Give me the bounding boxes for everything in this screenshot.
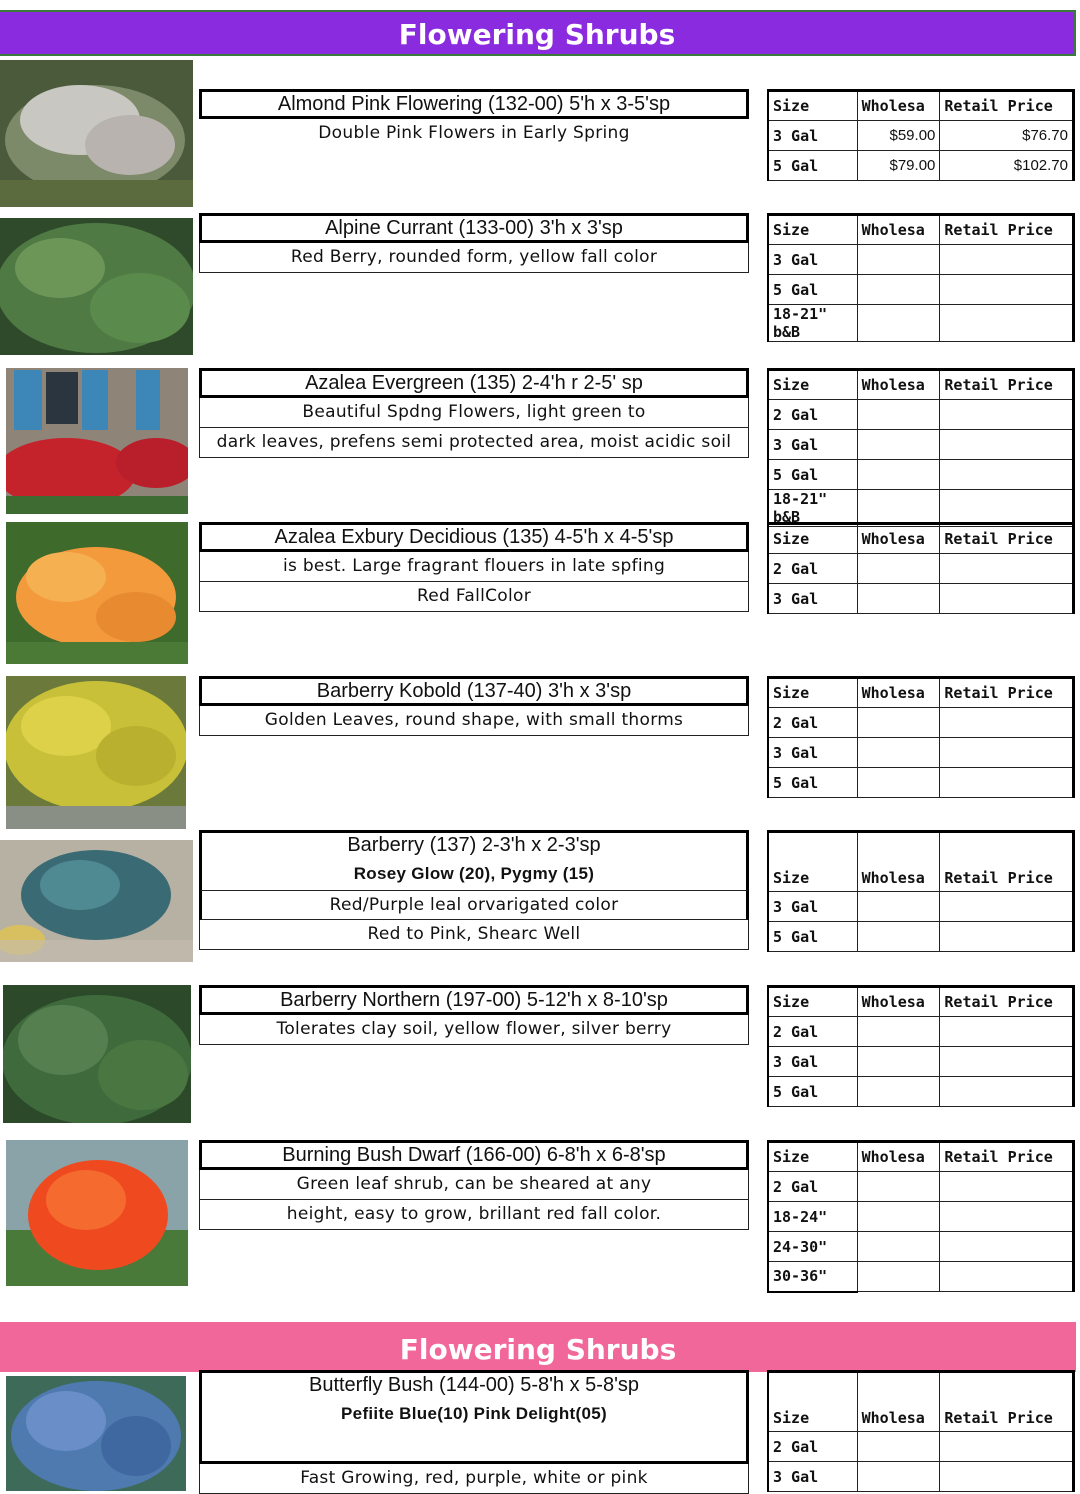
- wholesale-cell: [857, 1432, 940, 1462]
- retail-cell: [940, 430, 1074, 460]
- wholesale-cell: [857, 400, 940, 430]
- item-description-line: Fast Growing, red, purple, white or pink: [199, 1464, 749, 1494]
- wholesale-cell: [857, 892, 940, 922]
- size-cell: 3 Gal: [768, 245, 857, 275]
- size-cell: 3 Gal: [768, 121, 857, 151]
- wholesale-cell: [857, 768, 940, 798]
- size-header: Size: [768, 1372, 857, 1432]
- retail-cell: [940, 892, 1074, 922]
- item-description-box: [199, 830, 749, 950]
- wholesale-cell: [857, 1017, 940, 1047]
- price-table: [767, 368, 1075, 527]
- wholesale-cell: [857, 490, 940, 527]
- wholesale-cell: [857, 1047, 940, 1077]
- barberry-kobold-photo: [6, 676, 186, 829]
- item-description-line: Golden Leaves, round shape, with small thorms: [199, 706, 749, 736]
- item-description-box: [199, 522, 749, 612]
- size-cell: 5 Gal: [768, 1077, 857, 1107]
- price-table: [767, 89, 1075, 181]
- wholesale-cell: [857, 708, 940, 738]
- item-description-box: [199, 89, 749, 149]
- retail-cell: [940, 1017, 1074, 1047]
- retail-cell: [940, 1462, 1074, 1492]
- retail-cell: [940, 1202, 1074, 1232]
- item-subtitle: Pefiite Blue(10) Pink Delight(05): [199, 1400, 749, 1430]
- item-description-line: Beautiful Spdng Flowers, light green to: [199, 398, 749, 428]
- size-cell: 2 Gal: [768, 1017, 857, 1047]
- wholesale-header: Wholesa: [857, 370, 940, 400]
- price-table: [767, 213, 1075, 342]
- item-title: Almond Pink Flowering (132-00) 5'h x 3-5'sp: [199, 89, 749, 119]
- retail-cell: [940, 708, 1074, 738]
- retail-header: Retail Price: [940, 524, 1074, 554]
- wholesale-header: Wholesa: [857, 524, 940, 554]
- item-description-line: Red Berry, rounded form, yellow fall color: [199, 243, 749, 273]
- wholesale-header: Wholesa: [857, 1142, 940, 1172]
- size-cell: 5 Gal: [768, 460, 857, 490]
- item-description-line: dark leaves, prefens semi protected area, moist acidic soil: [199, 428, 749, 458]
- retail-cell: [940, 275, 1074, 305]
- wholesale-cell: [857, 554, 940, 584]
- wholesale-cell: $59.00: [857, 121, 940, 151]
- size-cell: 5 Gal: [768, 768, 857, 798]
- item-description-box: [199, 213, 749, 273]
- size-header: Size: [768, 215, 857, 245]
- size-header: Size: [768, 1142, 857, 1172]
- size-header: Size: [768, 524, 857, 554]
- wholesale-cell: [857, 1202, 940, 1232]
- item-title: Burning Bush Dwarf (166-00) 6-8'h x 6-8'sp: [199, 1140, 749, 1170]
- wholesale-cell: [857, 1462, 940, 1492]
- retail-cell: $76.70: [940, 121, 1074, 151]
- retail-cell: [940, 554, 1074, 584]
- retail-cell: [940, 922, 1074, 952]
- item-description-box: [199, 368, 749, 458]
- retail-cell: [940, 245, 1074, 275]
- burning-bush-photo: [6, 1140, 188, 1286]
- item-description-box: [199, 985, 749, 1045]
- retail-cell: [940, 1172, 1074, 1202]
- barberry-northern-photo: [3, 985, 191, 1123]
- retail-header: Retail Price: [940, 987, 1074, 1017]
- item-title: Alpine Currant (133-00) 3'h x 3'sp: [199, 213, 749, 243]
- item-title: Barberry Northern (197-00) 5-12'h x 8-10'sp: [199, 985, 749, 1015]
- item-title: Azalea Exbury Decidious (135) 4-5'h x 4-5'sp: [199, 522, 749, 552]
- wholesale-header: Wholesa: [857, 678, 940, 708]
- size-cell: 5 Gal: [768, 275, 857, 305]
- wholesale-cell: $79.00: [857, 151, 940, 181]
- wholesale-cell: [857, 460, 940, 490]
- retail-cell: $102.70: [940, 151, 1074, 181]
- retail-cell: [940, 400, 1074, 430]
- retail-cell: [940, 490, 1074, 527]
- item-description-line: Green leaf shrub, can be sheared at any: [199, 1170, 749, 1200]
- item-description-box: [199, 1370, 749, 1494]
- item-title: Butterfly Bush (144-00) 5-8'h x 5-8'sp: [199, 1370, 749, 1400]
- retail-cell: [940, 1077, 1074, 1107]
- size-cell: 18-21" b&B: [768, 490, 857, 527]
- item-description-box: [199, 676, 749, 736]
- almond-pink-photo: [0, 60, 193, 207]
- wholesale-cell: [857, 738, 940, 768]
- retail-header: Retail Price: [940, 678, 1074, 708]
- item-subtitle: Rosey Glow (20), Pygmy (15): [199, 860, 749, 890]
- price-table: [767, 522, 1075, 614]
- size-cell: 2 Gal: [768, 400, 857, 430]
- section-banner-bottom: Flowering Shrubs: [0, 1322, 1076, 1372]
- retail-header: Retail Price: [940, 832, 1074, 892]
- size-header: Size: [768, 987, 857, 1017]
- retail-cell: [940, 584, 1074, 614]
- wholesale-header: Wholesa: [857, 832, 940, 892]
- retail-cell: [940, 1432, 1074, 1462]
- retail-cell: [940, 305, 1074, 342]
- price-table: [767, 1370, 1075, 1492]
- size-header: Size: [768, 370, 857, 400]
- size-cell: 18-24": [768, 1202, 857, 1232]
- wholesale-header: Wholesa: [857, 91, 940, 121]
- size-cell: 30-36": [768, 1262, 857, 1292]
- size-header: Size: [768, 678, 857, 708]
- alpine-currant-photo: [0, 218, 193, 355]
- wholesale-cell: [857, 245, 940, 275]
- size-header: Size: [768, 832, 857, 892]
- size-cell: 3 Gal: [768, 738, 857, 768]
- item-title: Barberry (137) 2-3'h x 2-3'sp: [199, 830, 749, 860]
- wholesale-header: Wholesa: [857, 1372, 940, 1432]
- wholesale-cell: [857, 1232, 940, 1262]
- wholesale-header: Wholesa: [857, 215, 940, 245]
- size-cell: 3 Gal: [768, 1462, 857, 1492]
- wholesale-cell: [857, 1077, 940, 1107]
- retail-header: Retail Price: [940, 1372, 1074, 1432]
- size-cell: 2 Gal: [768, 554, 857, 584]
- size-cell: 5 Gal: [768, 151, 857, 181]
- item-description-box: [199, 1140, 749, 1230]
- item-description-line: Red to Pink, Shearc Well: [199, 920, 749, 950]
- wholesale-cell: [857, 275, 940, 305]
- retail-cell: [940, 1262, 1074, 1292]
- retail-cell: [940, 1047, 1074, 1077]
- item-title: Barberry Kobold (137-40) 3'h x 3'sp: [199, 676, 749, 706]
- price-table: [767, 985, 1075, 1107]
- size-cell: 24-30": [768, 1232, 857, 1262]
- item-title: Azalea Evergreen (135) 2-4'h r 2-5' sp: [199, 368, 749, 398]
- wholesale-header: Wholesa: [857, 987, 940, 1017]
- section-banner-top: Flowering Shrubs: [0, 10, 1076, 56]
- wholesale-cell: [857, 922, 940, 952]
- size-cell: 3 Gal: [768, 584, 857, 614]
- size-cell: 2 Gal: [768, 1432, 857, 1462]
- size-cell: 3 Gal: [768, 892, 857, 922]
- size-cell: 3 Gal: [768, 430, 857, 460]
- retail-cell: [940, 768, 1074, 798]
- size-cell: 3 Gal: [768, 1047, 857, 1077]
- wholesale-cell: [857, 584, 940, 614]
- wholesale-cell: [857, 430, 940, 460]
- retail-header: Retail Price: [940, 215, 1074, 245]
- item-description-line: Red/Purple leal orvarigated color: [199, 890, 749, 920]
- azalea-exbury-photo: [6, 522, 188, 664]
- size-cell: 2 Gal: [768, 708, 857, 738]
- size-cell: 18-21" b&B: [768, 305, 857, 342]
- wholesale-cell: [857, 1262, 940, 1292]
- barberry-photo: [0, 840, 193, 962]
- retail-cell: [940, 1232, 1074, 1262]
- size-cell: 5 Gal: [768, 922, 857, 952]
- wholesale-cell: [857, 1172, 940, 1202]
- size-cell: 2 Gal: [768, 1172, 857, 1202]
- retail-cell: [940, 460, 1074, 490]
- retail-cell: [940, 738, 1074, 768]
- retail-header: Retail Price: [940, 91, 1074, 121]
- item-description-line: Double Pink Flowers in Early Spring: [318, 123, 630, 143]
- price-table: [767, 830, 1075, 952]
- wholesale-cell: [857, 305, 940, 342]
- price-table: [767, 676, 1075, 798]
- retail-header: Retail Price: [940, 1142, 1074, 1172]
- azalea-evergreen-photo: [6, 368, 188, 514]
- price-table: [767, 1140, 1075, 1293]
- item-description-line: Tolerates clay soil, yellow flower, silver berry: [199, 1015, 749, 1045]
- item-description-line: Red FallColor: [199, 582, 749, 612]
- item-spacer: [199, 1430, 749, 1464]
- retail-header: Retail Price: [940, 370, 1074, 400]
- item-description-line: height, easy to grow, brillant red fall color.: [199, 1200, 749, 1230]
- butterfly-bush-photo: [6, 1376, 186, 1491]
- item-description-line: is best. Large fragrant flouers in late spfing: [199, 552, 749, 582]
- size-header: Size: [768, 91, 857, 121]
